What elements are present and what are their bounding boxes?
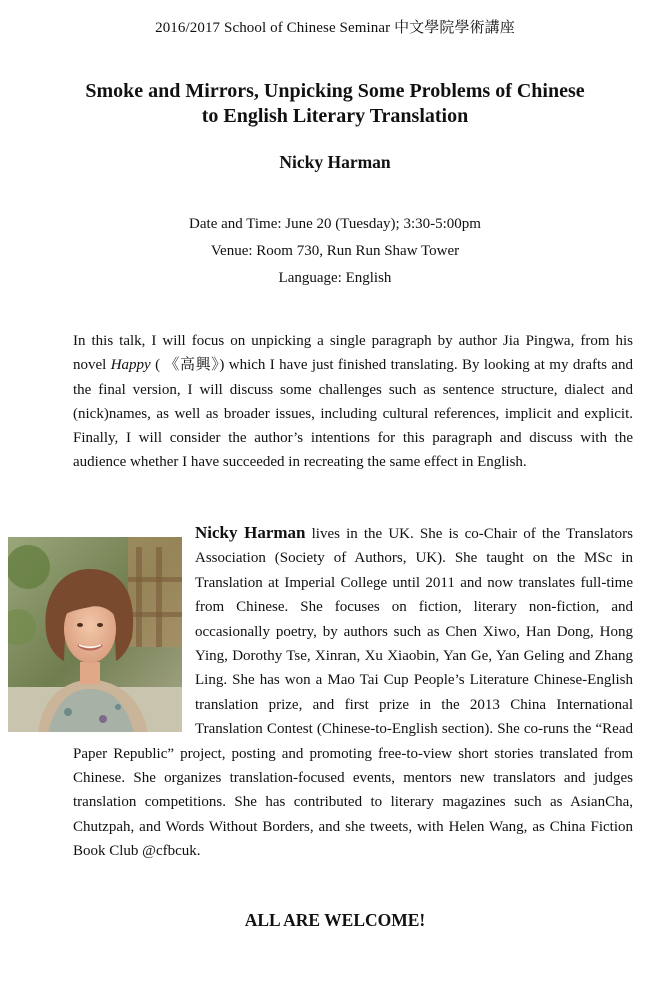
talk-title	[40, 79, 630, 129]
speaker-portrait-image	[8, 537, 182, 732]
bio-text: lives in the UK. She is co-Chair of the Translators Association (Society of Authors, UK). She taught on the MSc in Translation at Imperial College until 2011 and now translates full-time from Chinese. She focuses on fiction, literary non-fiction, and occasionally poetry, by authors such as Chen Xiwo, Han Dong, Hong Ying, Dorothy Tse, Xinran, Xu Xiaobin, Yan Ge, Yan Geling and Zhang Ling. She has won a Mao Tai Cup People’s Literature Chinese-English translation prize, and first prize in the 2013 China International Translation Contest (Chinese-to-English section). She co-runs the “Read Paper Republic” project, posting and promoting free-to-view short stories translated from Chinese. She organizes translation-focused events, mentors new translators and judges translation competitions. She has contributed to literary magazines such as AsianCha, Chutzpah, and Words Without Borders, and she tweets, with Helen Wang, as China Fiction Book Club @cfbcuk.	[73, 526, 633, 860]
talk-title-line-2: to English Literary Translation	[201, 105, 469, 127]
speaker-bio	[73, 521, 633, 864]
event-language: Language: English	[278, 270, 392, 286]
event-details	[0, 211, 670, 292]
talk-title-line-1: Smoke and Mirrors, Unpicking Some Problems of Chinese	[85, 80, 585, 102]
event-datetime: Date and Time: June 20 (Tuesday); 3:30-5:00pm	[189, 216, 481, 232]
seminar-header: 2016/2017 School of Chinese Seminar 中文學院學術講座	[155, 20, 515, 36]
event-venue: Venue: Room 730, Run Run Shaw Tower	[210, 243, 460, 259]
novel-title: Happy	[110, 357, 151, 374]
talk-abstract	[73, 329, 633, 475]
abstract-part-1: In this talk, I will focus on unpicking a single paragraph by author Jia Pingwa, from his novel	[73, 333, 633, 374]
speaker-name: Nicky Harman	[279, 152, 391, 172]
speaker-photo	[8, 537, 182, 732]
bio-speaker-name: Nicky Harman	[195, 523, 306, 542]
abstract-part-2: ( 《高興》) which I have just finished translating. By looking at my drafts and the final version, I will discuss some challenges such as sentence structure, dialect and (nick)names, as well as broader issues, including cultural references, implicit and explicit. Finally, I will consider the author’s intentions for this paragraph and discuss with the audience whether I have succeeded in recreating the same effect in English.	[73, 357, 634, 471]
welcome-message: ALL ARE WELCOME!	[244, 910, 426, 930]
